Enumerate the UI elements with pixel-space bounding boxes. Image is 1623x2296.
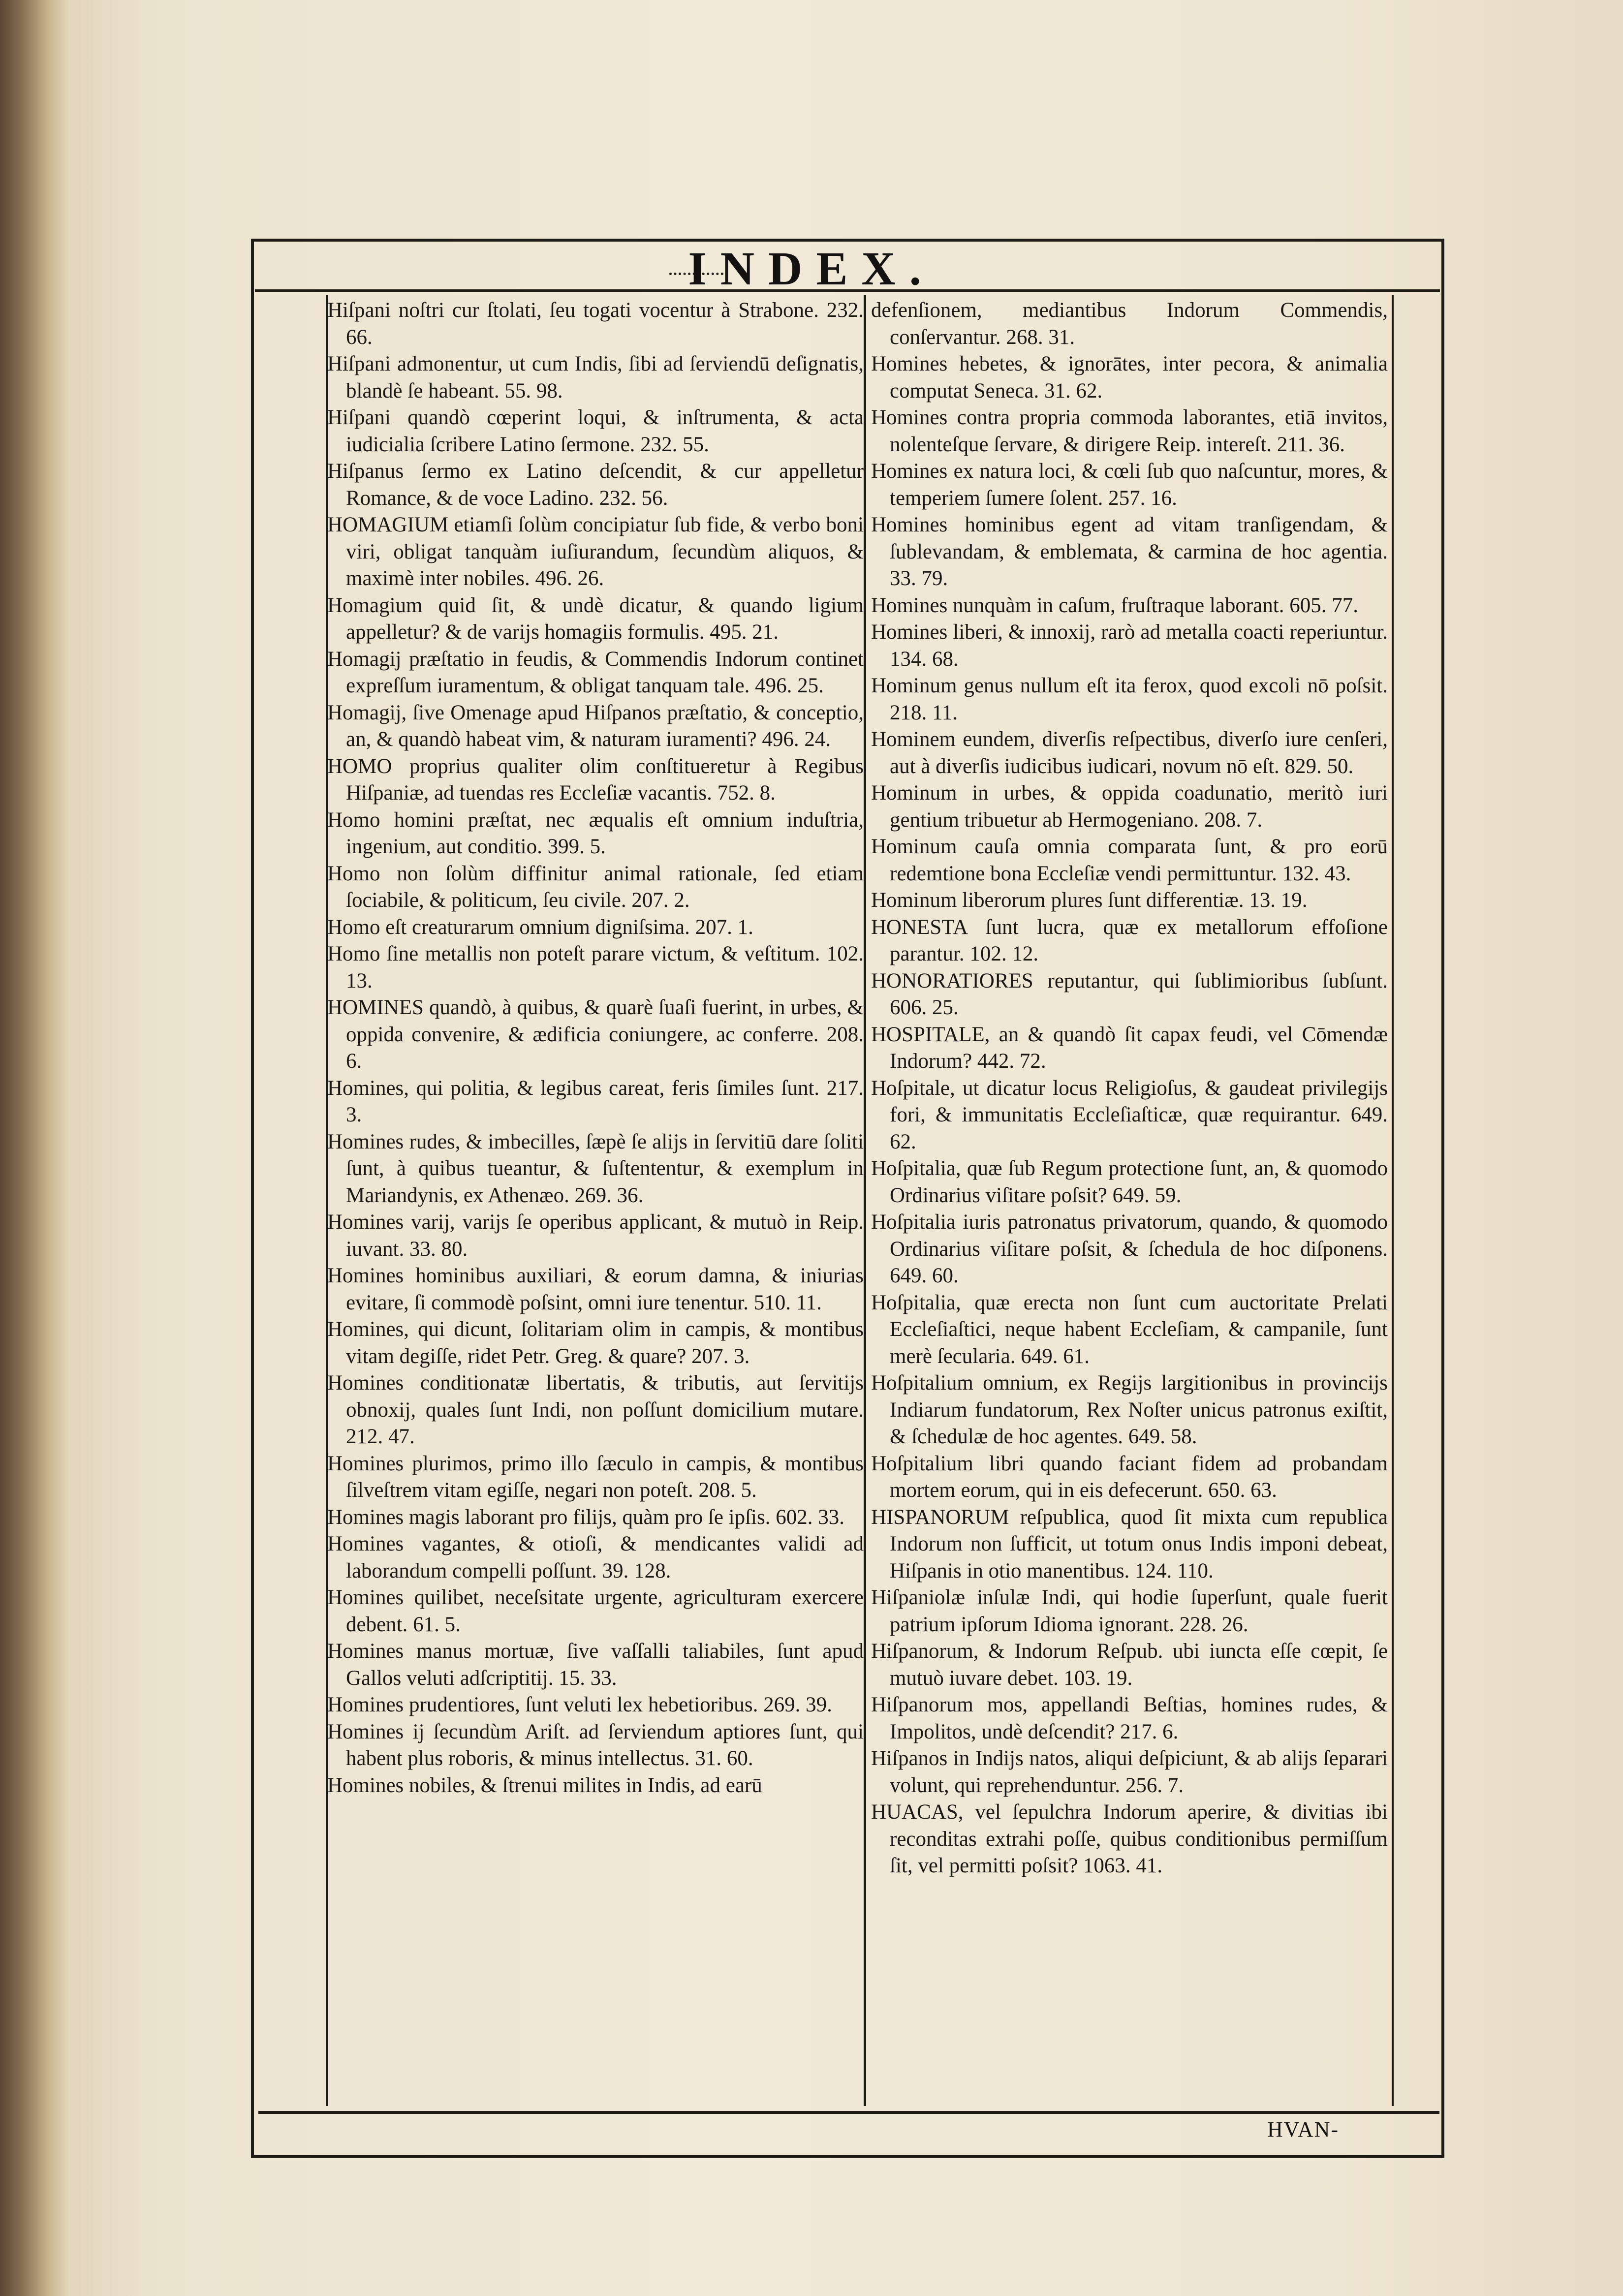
index-entry: Homines varij, varijs ſe operibus applicant, & mutuò in Reip. iuvant. 33. 80. — [327, 1210, 864, 1261]
index-entry: defenſionem, mediantibus Indorum Commendis, conſervantur. 268. 31. — [871, 299, 1388, 349]
index-entry: Homines nobiles, & ſtrenui milites in Indis, ad earū — [327, 1773, 762, 1797]
index-entry: Hominem eundem, diverſis reſpectibus, diverſo iure cenſeri, aut à diverſis iudicibus iudicari, novum nō eſt. 829. 50. — [871, 728, 1388, 778]
index-entry: Hiſpanus ſermo ex Latino deſcendit, & cur appelletur Romance, & de voce Ladino. 232. 56. — [327, 460, 864, 510]
index-entry: Homines contra propria commoda laborantes, etiā invitos, nolenteſque ſervare, & dirigere Reip. intereſt. 211. 36. — [871, 406, 1388, 456]
index-entry: Hoſpitalia, quæ erecta non ſunt cum auctoritate Prelati Eccleſiaſtici, neque habent Eccleſiam, & campanile, ſunt merè ſecularia. 649. 61. — [871, 1291, 1388, 1368]
index-entry: HOMO proprius qualiter olim conſtitueretur à Regibus Hiſpaniæ, ad tuendas res Eccleſiæ vacantis. 752. 8. — [327, 754, 864, 805]
index-entry: Homines rudes, & imbecilles, ſæpè ſe alijs in ſervitiū dare ſoliti ſunt, à quibus tueantur, & ſuſtententur, & exemplum in Mariandynis, ex Athenæo. 269. 36. — [327, 1130, 864, 1207]
index-entry: Hominum cauſa omnia comparata ſunt, & pro eorū redemtione bona Eccleſiæ vendi permittuntur. 132. 43. — [871, 835, 1388, 885]
index-entry: HUACAS, vel ſepulchra Indorum aperire, & divitias ibi reconditas extrahi poſſe, quibus conditionibus permiſſum ſit, vel permitti poſsit? 1063. 41. — [871, 1800, 1388, 1877]
page-title: INDEX. — [688, 242, 935, 295]
index-entry: HOMAGIUM etiamſi ſolùm concipiatur ſub fide, & verbo boni viri, obligat tanquàm iuſiurandum, ſecundùm aliquos, & maximè inter nobiles. 496. 26. — [327, 513, 864, 590]
index-entry: Homines plurimos, primo illo ſæculo in campis, & montibus ſilveſtrem vitam egiſſe, negari non poteſt. 208. 5. — [327, 1452, 864, 1502]
index-entry: Homines magis laborant pro filijs, quàm pro ſe ipſis. 602. 33. — [327, 1505, 844, 1529]
index-entry: Hoſpitalia, quæ ſub Regum protectione ſunt, an, & quomodo Ordinarius viſitare poſsit? 649. 59. — [871, 1157, 1388, 1207]
index-entry: Hoſpitale, ut dicatur locus Religioſus, & gaudeat privilegijs fori, & immunitatis Eccleſiaſticæ, quæ requirantur. 649. 62. — [871, 1076, 1388, 1153]
index-entry: Hoſpitalia iuris patronatus privatorum, quando, & quomodo Ordinarius viſitare poſsit, & ſchedula de hoc diſponens. 649. 60. — [871, 1210, 1388, 1287]
index-entry: Homines vagantes, & otioſi, & mendicantes validi ad laborandum compelli poſſunt. 39. 128. — [327, 1532, 864, 1582]
index-entry: HONESTA ſunt lucra, quæ ex metallorum effoſione parantur. 102. 12. — [871, 915, 1388, 965]
index-entry: Homines, qui dicunt, ſolitariam olim in campis, & montibus vitam degiſſe, ridet Petr. Greg. & quare? 207. 3. — [327, 1318, 864, 1368]
index-entry: Homines quilibet, neceſsitate urgente, agriculturam exercere debent. 61. 5. — [327, 1586, 864, 1636]
footer-rule — [258, 2111, 1439, 2114]
left-column — [327, 297, 864, 2103]
index-entry: Homines, qui politia, & legibus careat, feris ſimiles ſunt. 217. 3. — [327, 1076, 864, 1126]
catchword: HVAN- — [1267, 2117, 1340, 2141]
index-entry: Hoſpitalium omnium, ex Regijs largitionibus in provincijs Indiarum fundatorum, Rex Noſter unicus patronus exiſtit, & ſchedulæ de hoc agentes. 649. 58. — [871, 1371, 1388, 1448]
index-entry: Homines prudentiores, ſunt veluti lex hebetioribus. 269. 39. — [327, 1693, 832, 1716]
right-column-rule — [1392, 295, 1394, 2106]
index-entry: Hiſpani quandò cœperint loqui, & inſtrumenta, & acta iudicialia ſcribere Latino ſermone. 232. 55. — [327, 406, 864, 456]
header-rule — [255, 289, 1440, 292]
index-entry: Homo ſine metallis non poteſt parare victum, & veſtitum. 102. 13. — [327, 942, 864, 993]
index-entry: Homines conditionatæ libertatis, & tributis, aut ſervitijs obnoxij, quales ſunt Indi, non poſſunt domicilium mutare. 212. 47. — [327, 1371, 864, 1448]
index-entry: Homines hominibus egent ad vitam tranſigendam, & ſublevandam, & emblemata, & carmina de hoc agentia. 33. 79. — [871, 513, 1388, 590]
index-entry: Homines nunquàm in caſum, fruſtraque laborant. 605. 77. — [871, 593, 1358, 617]
index-entry: Hiſpani admonentur, ut cum Indis, ſibi ad ſerviendū deſignatis, blandè ſe habeant. 55. 98. — [327, 352, 864, 403]
index-entry: Homagij præſtatio in feudis, & Commendis Indorum continet expreſſum iuramentum, & obligat tanquam tale. 496. 25. — [327, 647, 864, 697]
index-entry: Hoſpitalium libri quando faciant fidem ad probandam mortem eorum, qui in eis defecerunt. 650. 63. — [871, 1452, 1388, 1502]
index-entry: Hominum genus nullum eſt ita ferox, quod excoli nō poſsit. 218. 11. — [871, 674, 1388, 724]
index-entry: Hominum liberorum plures ſunt differentiæ. 13. 19. — [871, 889, 1308, 912]
index-entry: Homines ex natura loci, & cœli ſub quo naſcuntur, mores, & temperiem ſumere ſolent. 257. 16. — [871, 460, 1388, 510]
index-entry: Homines ij ſecundùm Ariſt. ad ſerviendum aptiores ſunt, qui habent plus roboris, & minus intellectus. 31. 60. — [327, 1720, 864, 1770]
index-entry: Homo homini præſtat, nec æqualis eſt omnium induſtria, ingenium, aut conditio. 399. 5. — [327, 808, 864, 858]
index-entry: HOMINES quandò, à quibus, & quarè ſuaſi fuerint, in urbes, & oppida convenire, & ædificia coniungere, ac conferre. 208. 6. — [327, 996, 864, 1073]
index-entry: Homines manus mortuæ, ſive vaſſalli taliabiles, ſunt apud Gallos veluti adſcriptitij. 15. 33. — [327, 1640, 864, 1690]
index-entry: Homines liberi, & innoxij, rarò ad metalla coacti reperiuntur. 134. 68. — [871, 621, 1388, 671]
index-entry: HONORATIORES reputantur, qui ſublimioribus ſubſunt. 606. 25. — [871, 969, 1388, 1019]
index-entry: Homagij, ſive Omenage apud Hiſpanos præſtatio, & conceptio, an, & quandò habeat vim, & naturam iuramenti? 496. 24. — [327, 701, 864, 751]
index-entry: Homines hominibus auxiliari, & eorum damna, & iniurias evitare, ſi commodè poſsint, omni iure tenentur. 510. 11. — [327, 1264, 864, 1314]
index-entry: Homo non ſolùm diffinitur animal rationale, ſed etiam ſociabile, & politicum, ſeu civile. 207. 2. — [327, 862, 864, 912]
index-entry: Homagium quid ſit, & undè dicatur, & quando ligium appelletur? & de varijs homagiis formulis. 495. 21. — [327, 593, 864, 644]
index-entry: Hiſpaniolæ inſulæ Indi, qui hodie ſuperſunt, quale fuerit patrium ipſorum Idioma ignorant. 228. 26. — [871, 1586, 1388, 1636]
index-entry: Hiſpanorum mos, appellandi Beſtias, homines rudes, & Impolitos, undè deſcendit? 217. 6. — [871, 1693, 1388, 1743]
book-gutter — [0, 0, 69, 2296]
index-entry: Hiſpanos in Indijs natos, aliqui deſpiciunt, & ab alijs ſeparari volunt, qui reprehenduntur. 256. 7. — [871, 1747, 1388, 1797]
index-entry: HOSPITALE, an & quandò ſit capax feudi, vel Cōmendæ Indorum? 442. 72. — [871, 1023, 1388, 1073]
right-column — [871, 297, 1388, 2103]
index-entry: HISPANORUM reſpublica, quod ſit mixta cum republica Indorum non ſufficit, ut totum onus Indis imponi debeat, Hiſpanis in otio manentibus. 124. 110. — [871, 1505, 1388, 1582]
index-entry: Homines hebetes, & ignorātes, inter pecora, & animalia computat Seneca. 31. 62. — [871, 352, 1388, 403]
column-divider — [864, 295, 866, 2106]
index-entry: Hiſpanorum, & Indorum Reſpub. ubi iuncta eſſe cœpit, ſe mutuò iuvare debet. 103. 19. — [871, 1640, 1388, 1690]
index-entry: Homo eſt creaturarum omnium digniſsima. 207. 1. — [327, 915, 753, 939]
index-entry: Hominum in urbes, & oppida coadunatio, meritò iuri gentium tribuetur ab Hermogeniano. 208. 7. — [871, 781, 1388, 832]
index-entry: Hiſpani noſtri cur ſtolati, ſeu togati vocentur à Strabone. 232. 66. — [327, 299, 864, 349]
